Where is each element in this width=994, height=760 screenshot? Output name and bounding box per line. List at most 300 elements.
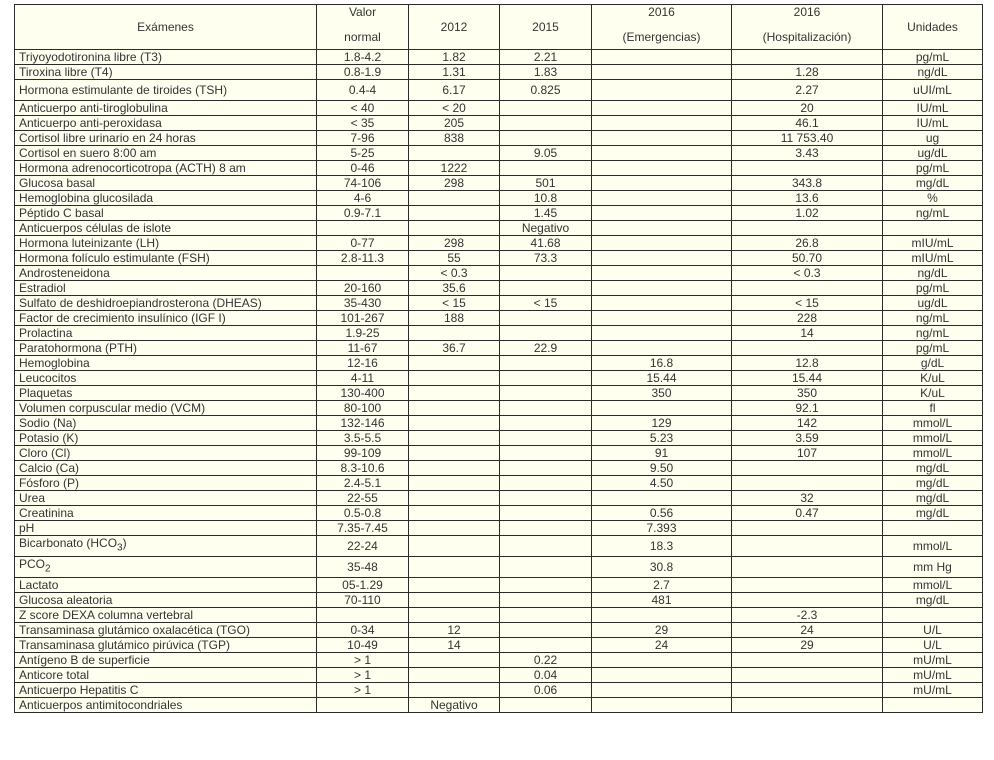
cell-unit: pg/mL	[883, 161, 983, 176]
table-row	[15, 461, 983, 476]
cell-2016-hospitalizacion: 26.8	[732, 236, 883, 251]
cell-2016-emergencias	[592, 236, 732, 251]
cell-normal-range: 0-77	[317, 236, 409, 251]
cell-normal-range: 99-109	[317, 446, 409, 461]
cell-exam: Anticuerpos antimitocondriales	[15, 698, 317, 713]
cell-exam: Anticuerpos células de islote	[15, 221, 317, 236]
cell-2016-hospitalizacion	[732, 521, 883, 536]
cell-2016-hospitalizacion: 32	[732, 491, 883, 506]
cell-2015: 9.05	[500, 146, 592, 161]
cell-exam: Hormona luteinizante (LH)	[15, 236, 317, 251]
cell-2016-hospitalizacion	[732, 683, 883, 698]
cell-normal-range: 0.4-4	[317, 80, 409, 101]
table-row	[15, 578, 983, 593]
cell-unit: mmol/L	[883, 446, 983, 461]
cell-2015	[500, 266, 592, 281]
cell-normal-range	[317, 698, 409, 713]
cell-unit: IU/mL	[883, 101, 983, 116]
cell-2012	[409, 461, 500, 476]
cell-2015	[500, 311, 592, 326]
cell-2015: 501	[500, 176, 592, 191]
cell-normal-range: 3.5-5.5	[317, 431, 409, 446]
cell-exam: Triyoyodotironina libre (T3)	[15, 50, 317, 65]
cell-2016-emergencias	[592, 251, 732, 266]
lab-results-table	[14, 4, 983, 713]
cell-2016-hospitalizacion: 1.02	[732, 206, 883, 221]
cell-2015: 1.83	[500, 65, 592, 80]
cell-2015: 0.04	[500, 668, 592, 683]
cell-exam: Antígeno B de superficie	[15, 653, 317, 668]
cell-2016-hospitalizacion	[732, 341, 883, 356]
cell-exam: Anticuerpo anti-peroxidasa	[15, 116, 317, 131]
cell-2016-emergencias: 29	[592, 623, 732, 638]
cell-2012	[409, 491, 500, 506]
cell-unit	[883, 608, 983, 623]
cell-2012	[409, 146, 500, 161]
cell-normal-range: 20-160	[317, 281, 409, 296]
cell-unit: mg/dL	[883, 491, 983, 506]
cell-2016-emergencias: 129	[592, 416, 732, 431]
table-row	[15, 266, 983, 281]
table-row	[15, 386, 983, 401]
cell-unit: U/L	[883, 638, 983, 653]
table-row	[15, 311, 983, 326]
cell-normal-range: 11-67	[317, 341, 409, 356]
cell-2016-hospitalizacion	[732, 161, 883, 176]
cell-normal-range: 7-96	[317, 131, 409, 146]
cell-exam: Transaminasa glutámico oxalacética (TGO)	[15, 623, 317, 638]
cell-unit: pg/mL	[883, 281, 983, 296]
cell-2016-emergencias	[592, 401, 732, 416]
cell-2016-hospitalizacion	[732, 557, 883, 578]
cell-2016-emergencias	[592, 311, 732, 326]
cell-exam: Anticore total	[15, 668, 317, 683]
cell-2015	[500, 461, 592, 476]
cell-exam: Anticuerpo anti-tiroglobulina	[15, 101, 317, 116]
cell-2016-hospitalizacion: 15.44	[732, 371, 883, 386]
cell-2015	[500, 326, 592, 341]
cell-unit: uUI/mL	[883, 80, 983, 101]
cell-2015	[500, 623, 592, 638]
cell-2012	[409, 431, 500, 446]
table-body	[15, 50, 983, 713]
cell-normal-range: 4-11	[317, 371, 409, 386]
cell-unit: IU/mL	[883, 116, 983, 131]
cell-exam: Creatinina	[15, 506, 317, 521]
cell-2016-emergencias: 0.56	[592, 506, 732, 521]
cell-exam: Hormona folículo estimulante (FSH)	[15, 251, 317, 266]
cell-unit: U/L	[883, 623, 983, 638]
cell-2015	[500, 101, 592, 116]
cell-normal-range: 12-16	[317, 356, 409, 371]
cell-unit: mg/dL	[883, 476, 983, 491]
cell-2012	[409, 536, 500, 557]
cell-2016-hospitalizacion	[732, 668, 883, 683]
table-row	[15, 236, 983, 251]
cell-exam: Hormona adrenocorticotropa (ACTH) 8 am	[15, 161, 317, 176]
cell-2016-hospitalizacion	[732, 476, 883, 491]
cell-exam: Leucocitos	[15, 371, 317, 386]
cell-2015: Negativo	[500, 221, 592, 236]
cell-2015: 0.825	[500, 80, 592, 101]
cell-2016-hospitalizacion	[732, 578, 883, 593]
cell-2012: 838	[409, 131, 500, 146]
table-row	[15, 683, 983, 698]
cell-2015	[500, 476, 592, 491]
cell-unit: mIU/mL	[883, 251, 983, 266]
cell-2012	[409, 578, 500, 593]
cell-unit: mU/mL	[883, 683, 983, 698]
cell-2012	[409, 326, 500, 341]
cell-normal-range: 130-400	[317, 386, 409, 401]
table-row	[15, 653, 983, 668]
cell-2016-hospitalizacion: 14	[732, 326, 883, 341]
cell-normal-range: 0.9-7.1	[317, 206, 409, 221]
cell-normal-range: 2.4-5.1	[317, 476, 409, 491]
cell-2016-hospitalizacion: 12.8	[732, 356, 883, 371]
table-row	[15, 101, 983, 116]
cell-2012: 298	[409, 236, 500, 251]
cell-2015	[500, 386, 592, 401]
cell-unit: ug/dL	[883, 146, 983, 161]
cell-2016-emergencias: 24	[592, 638, 732, 653]
cell-normal-range: 0.8-1.9	[317, 65, 409, 80]
cell-2016-hospitalizacion	[732, 281, 883, 296]
header-2016-emergencias: 2016 (Emergencias)	[592, 5, 732, 50]
cell-2012: 12	[409, 623, 500, 638]
cell-unit: ng/mL	[883, 311, 983, 326]
cell-unit: K/uL	[883, 371, 983, 386]
cell-exam: Bicarbonato $(HCO_3)$	[15, 536, 317, 557]
cell-normal-range: 4-6	[317, 191, 409, 206]
cell-normal-range: 22-55	[317, 491, 409, 506]
table-row	[15, 131, 983, 146]
table-row	[15, 557, 983, 578]
cell-exam: Tiroxina libre (T4)	[15, 65, 317, 80]
cell-unit: pg/mL	[883, 341, 983, 356]
cell-unit: mmol/L	[883, 578, 983, 593]
cell-2016-hospitalizacion: 3.59	[732, 431, 883, 446]
cell-unit: mg/dL	[883, 593, 983, 608]
cell-2012: < 20	[409, 101, 500, 116]
cell-exam: Urea	[15, 491, 317, 506]
cell-2012	[409, 386, 500, 401]
cell-2015	[500, 446, 592, 461]
cell-2012: 205	[409, 116, 500, 131]
cell-2015: 1.45	[500, 206, 592, 221]
cell-2015	[500, 521, 592, 536]
cell-2016-emergencias	[592, 191, 732, 206]
cell-exam: Prolactina	[15, 326, 317, 341]
cell-normal-range	[317, 221, 409, 236]
cell-exam: Cortisol en suero 8:00 am	[15, 146, 317, 161]
cell-2016-emergencias: 481	[592, 593, 732, 608]
cell-normal-range: 2.8-11.3	[317, 251, 409, 266]
table-row	[15, 491, 983, 506]
cell-normal-range: > 1	[317, 668, 409, 683]
cell-2012	[409, 446, 500, 461]
cell-unit: mg/dL	[883, 461, 983, 476]
header-unidades: Unidades	[883, 5, 983, 50]
cell-2016-emergencias	[592, 116, 732, 131]
cell-2012	[409, 668, 500, 683]
cell-2016-emergencias	[592, 296, 732, 311]
table-row	[15, 638, 983, 653]
cell-2016-emergencias	[592, 698, 732, 713]
cell-2016-emergencias	[592, 50, 732, 65]
cell-exam: Plaquetas	[15, 386, 317, 401]
table-row	[15, 296, 983, 311]
cell-2015	[500, 281, 592, 296]
cell-2016-emergencias	[592, 266, 732, 281]
table-row	[15, 623, 983, 638]
cell-2012: < 15	[409, 296, 500, 311]
cell-unit: %	[883, 191, 983, 206]
cell-2016-hospitalizacion: 2.27	[732, 80, 883, 101]
table-row	[15, 176, 983, 191]
cell-normal-range: 70-110	[317, 593, 409, 608]
table-row	[15, 191, 983, 206]
cell-normal-range: 1.8-4.2	[317, 50, 409, 65]
cell-normal-range: 0.5-0.8	[317, 506, 409, 521]
cell-2015: 73.3	[500, 251, 592, 266]
cell-unit: mIU/mL	[883, 236, 983, 251]
table-row	[15, 698, 983, 713]
cell-2016-emergencias	[592, 608, 732, 623]
cell-unit: ng/mL	[883, 326, 983, 341]
cell-2016-emergencias	[592, 176, 732, 191]
table-row	[15, 50, 983, 65]
cell-exam: Paratohormona (PTH)	[15, 341, 317, 356]
header-2012: 2012	[409, 5, 500, 50]
cell-2016-emergencias: 16.8	[592, 356, 732, 371]
cell-2016-hospitalizacion: 0.47	[732, 506, 883, 521]
cell-normal-range: 8.3-10.6	[317, 461, 409, 476]
cell-2015: 41.68	[500, 236, 592, 251]
cell-exam: Androsteneidona	[15, 266, 317, 281]
cell-2012	[409, 557, 500, 578]
header-row	[15, 5, 983, 50]
header-examenes: Exámenes	[15, 5, 317, 50]
table-row	[15, 356, 983, 371]
table-row	[15, 608, 983, 623]
cell-normal-range: 35-48	[317, 557, 409, 578]
cell-2015	[500, 131, 592, 146]
cell-unit: mmol/L	[883, 431, 983, 446]
cell-2016-emergencias: 5.23	[592, 431, 732, 446]
cell-2015	[500, 557, 592, 578]
cell-2015	[500, 356, 592, 371]
cell-2016-hospitalizacion: 50.70	[732, 251, 883, 266]
table-row	[15, 506, 983, 521]
cell-2016-hospitalizacion: 142	[732, 416, 883, 431]
cell-exam: Potasio (K)	[15, 431, 317, 446]
cell-normal-range: > 1	[317, 653, 409, 668]
table-row	[15, 221, 983, 236]
cell-2016-hospitalizacion	[732, 536, 883, 557]
cell-2016-hospitalizacion	[732, 698, 883, 713]
cell-2016-hospitalizacion: -2.3	[732, 608, 883, 623]
cell-2016-hospitalizacion: 343.8	[732, 176, 883, 191]
cell-2016-emergencias	[592, 221, 732, 236]
cell-2012: 14	[409, 638, 500, 653]
cell-exam: Anticuerpo Hepatitis C	[15, 683, 317, 698]
table-row	[15, 371, 983, 386]
cell-normal-range	[317, 266, 409, 281]
cell-2016-emergencias	[592, 146, 732, 161]
cell-exam: Lactato	[15, 578, 317, 593]
cell-2016-emergencias: 91	[592, 446, 732, 461]
cell-2015	[500, 593, 592, 608]
cell-2015: 10.8	[500, 191, 592, 206]
cell-unit: mmol/L	[883, 416, 983, 431]
cell-2012: 1.31	[409, 65, 500, 80]
cell-exam: Sodio (Na)	[15, 416, 317, 431]
cell-exam: pH	[15, 521, 317, 536]
cell-unit: mU/mL	[883, 668, 983, 683]
cell-unit: mmol/L	[883, 536, 983, 557]
table-row	[15, 446, 983, 461]
cell-2015	[500, 371, 592, 386]
cell-unit: g/dL	[883, 356, 983, 371]
cell-exam: Calcio (Ca)	[15, 461, 317, 476]
cell-exam: Z score DEXA columna vertebral	[15, 608, 317, 623]
table-row	[15, 476, 983, 491]
cell-2012	[409, 476, 500, 491]
cell-normal-range: 74-106	[317, 176, 409, 191]
cell-exam: Cloro (Cl)	[15, 446, 317, 461]
cell-exam: $PCO_2$	[15, 557, 317, 578]
cell-2012: 6.17	[409, 80, 500, 101]
cell-2016-hospitalizacion	[732, 653, 883, 668]
cell-2016-hospitalizacion: 350	[732, 386, 883, 401]
cell-2012	[409, 221, 500, 236]
cell-unit	[883, 521, 983, 536]
cell-2012	[409, 593, 500, 608]
cell-2012: Negativo	[409, 698, 500, 713]
cell-exam: Volumen corpuscular medio (VCM)	[15, 401, 317, 416]
cell-2016-hospitalizacion	[732, 221, 883, 236]
cell-exam: Glucosa aleatoria	[15, 593, 317, 608]
cell-2016-emergencias: 7.393	[592, 521, 732, 536]
cell-normal-range: > 1	[317, 683, 409, 698]
cell-exam: Factor de crecimiento insulínico (IGF I)	[15, 311, 317, 326]
cell-normal-range: 5-25	[317, 146, 409, 161]
cell-2015	[500, 698, 592, 713]
cell-normal-range: 0-46	[317, 161, 409, 176]
cell-2012: 55	[409, 251, 500, 266]
cell-normal-range: 1.9-25	[317, 326, 409, 341]
cell-2016-emergencias	[592, 206, 732, 221]
cell-normal-range: < 35	[317, 116, 409, 131]
cell-normal-range: 80-100	[317, 401, 409, 416]
cell-2016-hospitalizacion: 24	[732, 623, 883, 638]
table-row	[15, 341, 983, 356]
cell-2012	[409, 401, 500, 416]
cell-2016-hospitalizacion: 1.28	[732, 65, 883, 80]
table-row	[15, 146, 983, 161]
cell-unit: mU/mL	[883, 653, 983, 668]
cell-2012	[409, 356, 500, 371]
cell-2016-hospitalizacion: < 0.3	[732, 266, 883, 281]
cell-exam: Hemoglobina glucosilada	[15, 191, 317, 206]
cell-normal-range: 35-430	[317, 296, 409, 311]
cell-2016-hospitalizacion	[732, 593, 883, 608]
table-row	[15, 416, 983, 431]
cell-2012	[409, 608, 500, 623]
table-row	[15, 326, 983, 341]
cell-2016-hospitalizacion: 228	[732, 311, 883, 326]
cell-2016-emergencias	[592, 668, 732, 683]
table-row	[15, 80, 983, 101]
cell-2015: 0.22	[500, 653, 592, 668]
cell-2016-emergencias	[592, 80, 732, 101]
cell-2015: 2.21	[500, 50, 592, 65]
cell-2015: 22.9	[500, 341, 592, 356]
table-row	[15, 521, 983, 536]
cell-2016-emergencias	[592, 683, 732, 698]
lab-results-container	[14, 4, 983, 713]
table-row	[15, 593, 983, 608]
cell-unit: ng/mL	[883, 206, 983, 221]
cell-unit: fl	[883, 401, 983, 416]
cell-unit	[883, 698, 983, 713]
cell-unit: mg/dL	[883, 176, 983, 191]
cell-2016-emergencias	[592, 101, 732, 116]
cell-unit: mm Hg	[883, 557, 983, 578]
cell-2012: 35.6	[409, 281, 500, 296]
table-row	[15, 116, 983, 131]
cell-exam: Fósforo (P)	[15, 476, 317, 491]
cell-2012	[409, 506, 500, 521]
cell-exam: Transaminasa glutámico pirúvica (TGP)	[15, 638, 317, 653]
cell-unit	[883, 221, 983, 236]
cell-2012	[409, 206, 500, 221]
cell-2016-emergencias: 4.50	[592, 476, 732, 491]
cell-normal-range: 22-24	[317, 536, 409, 557]
cell-2016-hospitalizacion	[732, 50, 883, 65]
cell-2012	[409, 371, 500, 386]
cell-2012: 36.7	[409, 341, 500, 356]
cell-2015: < 15	[500, 296, 592, 311]
cell-2012	[409, 191, 500, 206]
cell-2016-hospitalizacion: 13.6	[732, 191, 883, 206]
cell-2015	[500, 416, 592, 431]
cell-2016-hospitalizacion: 20	[732, 101, 883, 116]
cell-exam: Hemoglobina	[15, 356, 317, 371]
table-row	[15, 536, 983, 557]
cell-2015	[500, 536, 592, 557]
table-row	[15, 401, 983, 416]
table-row	[15, 668, 983, 683]
cell-2016-hospitalizacion: 11 753.40	[732, 131, 883, 146]
header-valor-normal: Valor normal	[317, 5, 409, 50]
cell-2016-emergencias: 18.3	[592, 536, 732, 557]
cell-2016-emergencias: 350	[592, 386, 732, 401]
cell-normal-range	[317, 608, 409, 623]
cell-2015	[500, 638, 592, 653]
cell-exam: Glucosa basal	[15, 176, 317, 191]
cell-2016-hospitalizacion: 3.43	[732, 146, 883, 161]
cell-2015	[500, 431, 592, 446]
cell-2016-hospitalizacion: < 15	[732, 296, 883, 311]
cell-exam: Péptido C basal	[15, 206, 317, 221]
cell-2012	[409, 683, 500, 698]
cell-2016-emergencias: 2.7	[592, 578, 732, 593]
cell-2015	[500, 608, 592, 623]
cell-2012	[409, 521, 500, 536]
cell-exam: Sulfato de deshidroepiandrosterona (DHEAS)	[15, 296, 317, 311]
